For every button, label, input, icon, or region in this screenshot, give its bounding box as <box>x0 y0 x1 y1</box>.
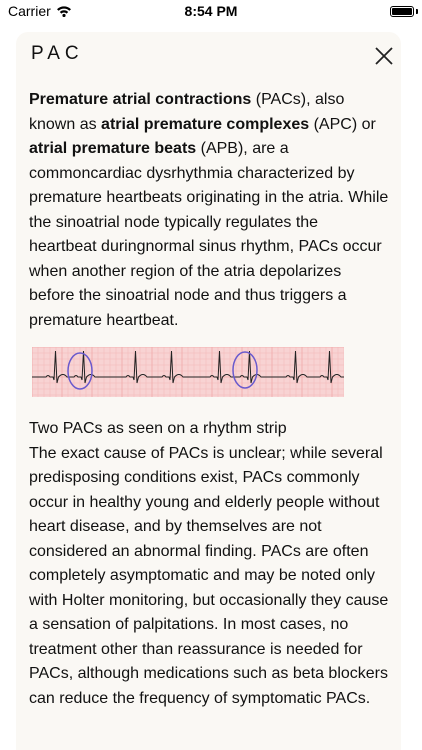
clock: 8:54 PM <box>184 3 238 19</box>
battery-tip <box>416 9 418 14</box>
sheet-header <box>16 32 401 80</box>
article-sheet <box>16 32 401 750</box>
close-icon[interactable] <box>373 45 395 67</box>
article-content <box>29 88 389 711</box>
image-caption: Two PACs as seen on a rhythm strip <box>29 420 287 437</box>
intro-text-2: (APC) or <box>309 115 376 133</box>
page-title: PAC <box>31 43 84 64</box>
term-apb: atrial premature beats <box>29 140 197 157</box>
intro-paragraph <box>29 88 389 333</box>
status-bar <box>0 0 422 24</box>
ecg-rhythm-strip-image <box>32 347 344 397</box>
body-paragraph: The exact cause of PACs is unclear; while several predisposing conditions exist, PACs commonly occur in healthy young and elderly people without heart disease, and by themselves are not considered an abnormal finding. PACs are often completely asymptomatic and may be noted only with Holter monitoring, but occasionally they cause a sensation of palpitations. In most cases, no treatment other than reassurance is needed for PACs, although medications such as beta blockers can reduce the frequency of symptomatic PACs. <box>29 444 389 707</box>
intro-text-3: (APB), are a commoncardiac dysrhythmia characterized by premature heartbeats originating in the atria. While the sinoatrial node typically regulates the heartbeat duringnormal sinus rhythm, PACs occur when another region of the atria depolarizes before the sinoatrial node and thus triggers a premature heartbeat. <box>29 140 389 329</box>
term-pac: Premature atrial contractions <box>29 91 252 108</box>
carrier-label: Carrier <box>8 3 51 19</box>
term-apc: atrial premature complexes <box>101 115 310 133</box>
battery-icon <box>390 6 414 17</box>
intro-text-1: (PACs), also known as <box>29 91 345 133</box>
